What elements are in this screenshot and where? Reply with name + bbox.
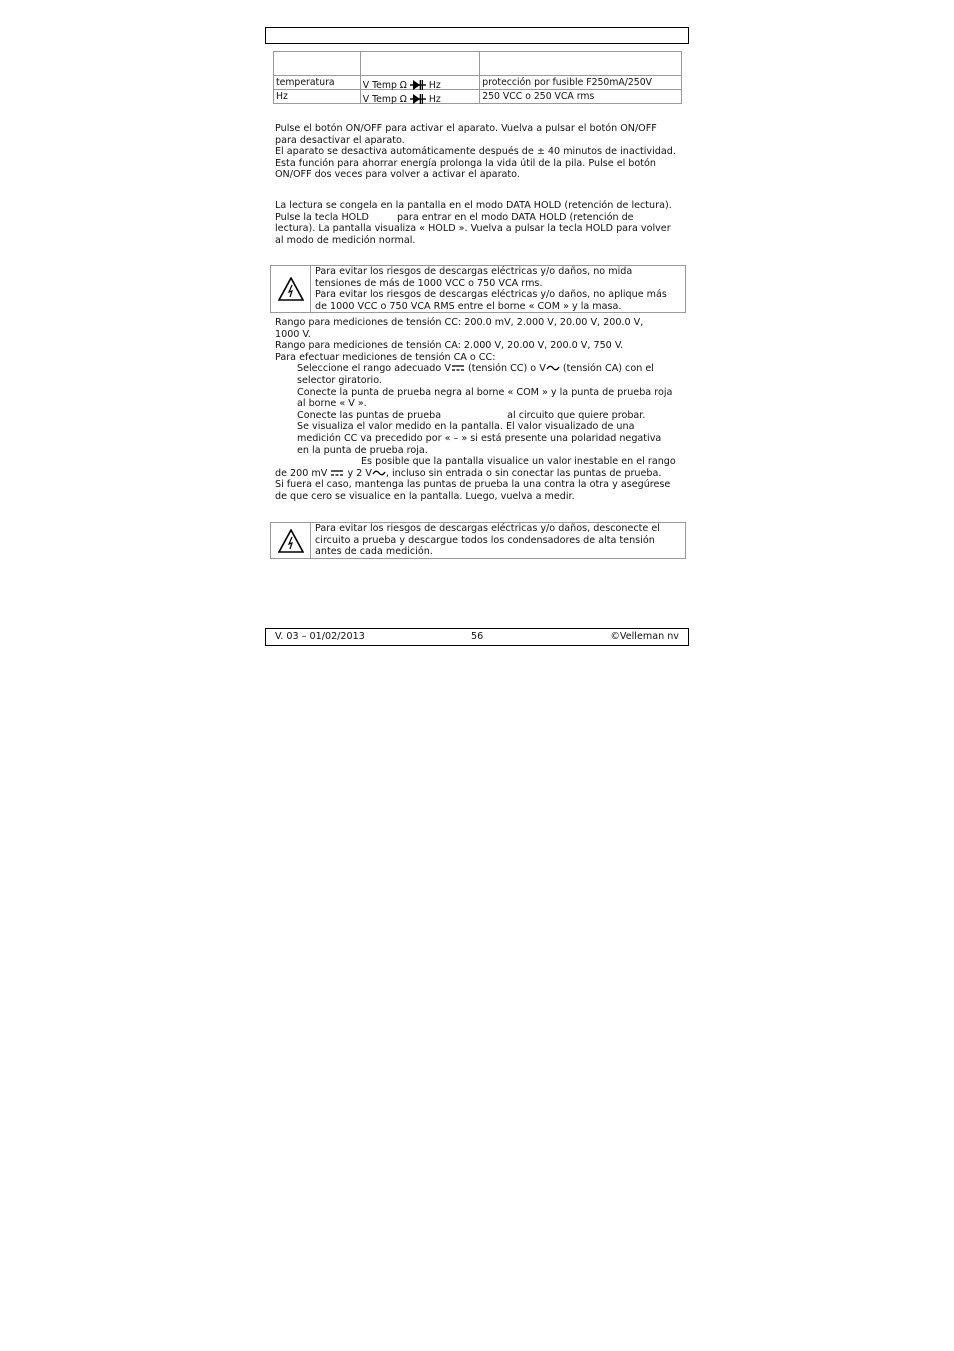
onoff-paragraph: Pulse el botón ON/OFF para activar el aparato. Vuelva a pulsar el botón ON/OFF para desactivar el aparato. El aparato se desactiva automáticamente después de ± 40 minutos de inactividad. Esta función para ahorrar energía prolonga la vida útil de la pila. Pulse el botón ON/OFF dos veces para volver a activar el aparato. — [275, 123, 676, 181]
table-cell: V Temp Ω Hz — [360, 90, 479, 104]
high-voltage-warning-icon — [278, 529, 304, 553]
header-box — [265, 27, 689, 44]
footer — [265, 628, 689, 646]
warning-box-2: Para evitar los riesgos de descargas eléctricas y/o daños, desconecte el circuito a prueba y descargue todos los condensadores de alta tensión antes de cada medición. — [270, 522, 686, 559]
table-cell: temperatura — [274, 76, 361, 90]
table-row — [274, 76, 682, 90]
ac-symbol-icon — [372, 469, 386, 477]
hold-paragraph: La lectura se congela en la pantalla en el modo DATA HOLD (retención de lectura). Pulse la tecla HOLD para entrar en el modo DATA HOLD (retención de lectura). La pantalla visualiza « HOLD ». Vuelva a pulsar la tecla HOLD para volver al modo de medición normal. — [275, 200, 672, 246]
spec-table — [273, 51, 682, 104]
table-cell: V Temp Ω Hz — [360, 76, 479, 90]
dc-symbol-icon — [330, 469, 344, 477]
table-row — [274, 90, 682, 104]
table-row — [274, 52, 682, 76]
table-cell: 250 VCC o 250 VCA rms — [480, 90, 682, 104]
high-voltage-warning-icon — [278, 277, 304, 301]
voltage-section: Rango para mediciones de tensión CC: 200.0 mV, 2.000 V, 20.00 V, 200.0 V, 1000 V. Rango para mediciones de tensión CA: 2.000 V, 20.00 V, 200.0 V, 750 V. Para efectuar mediciones de tensión CA o CC: Seleccione el rango adecuado V (tensión CC) o V (tensión CA) con el selector giratorio. Conecte la punta de prueba negra al borne « COM » y la punta de prueba roja al borne « V ». Conecte las puntas de prueba al circuito que quiere probar. Se visualiza el valor medido en la pantalla. El valor visualizado de una medición CC va precedido por « – » si está presente una polaridad negativa en la punta de prueba roja. Es posible que la pantalla visualice un valor inestable en el rango de 200 mV y 2 V , incluso sin entrada o sin conectar las puntas de prueba. Si fuera el caso, mantenga las puntas de prueba la una contra la otra y asegúrese de que cero se visualice en la pantalla. Luego, vuelva a medir. — [275, 317, 676, 502]
footer-copyright: ©Velleman nv — [610, 631, 679, 642]
dc-symbol-icon — [451, 364, 465, 372]
diode-icon — [410, 79, 426, 91]
table-cell: protección por fusible F250mA/250V — [480, 76, 682, 90]
table-cell: Hz — [274, 90, 361, 104]
footer-version: V. 03 – 01/02/2013 — [275, 631, 365, 642]
page-number: 56 — [471, 631, 484, 642]
ac-symbol-icon — [546, 364, 560, 372]
warning-box-1: Para evitar los riesgos de descargas eléctricas y/o daños, no mida tensiones de más de 1000 VCC o 750 VCA rms. Para evitar los riesgos de descargas eléctricas y/o daños, no aplique más de 1000 VCC o 750 VCA RMS entre el borne « COM » y la masa. — [270, 265, 686, 313]
diode-icon — [410, 93, 426, 105]
